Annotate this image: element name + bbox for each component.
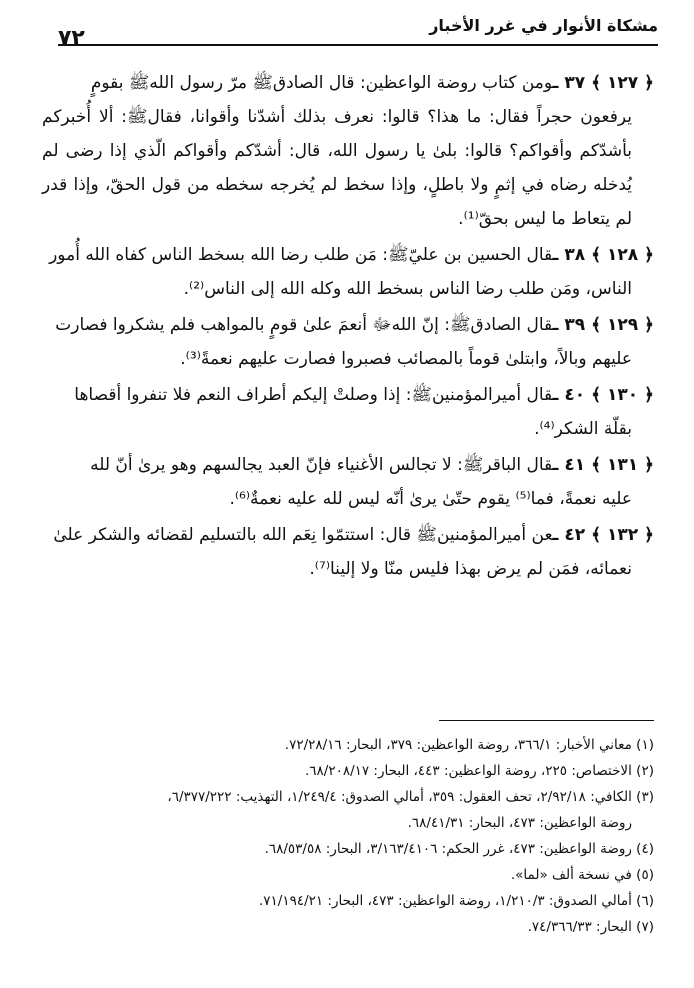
hadith-132: [42, 518, 654, 586]
footnote-3-line2: روضة الواعظين: ٤٧٣، البحار: ٦٨/٤١/٣١.: [407, 815, 632, 831]
hadith-number: ﴿ ١٢٨ ﴾ ٣٨ ـ: [552, 245, 654, 265]
footnote-6: (٦) أمالي الصدوق: ١/٢١٠/٣، روضة الواعظين: ٤٧٣، البحار: ٧١/١٩٤/٢١.: [258, 893, 654, 909]
hadith-128: [42, 238, 654, 306]
footnote-4: (٤) روضة الواعظين: ٤٧٣، غرر الحكم: ٣/١٦٣/٤١٠٦، البحار: ٦٨/٥٣/٥٨.: [264, 841, 654, 857]
hadith-body: الناس، ومَن طلب رضا الناس بسخط الله وكله الله إلى الناس⁽²⁾.: [183, 279, 632, 299]
page-header: [58, 14, 658, 54]
footnote-3: [42, 784, 654, 836]
page-number: ٧٢: [58, 26, 85, 51]
hadith-130: [42, 378, 654, 446]
hadith-number: ﴿ ١٣١ ﴾ ٤١ ـ: [552, 455, 654, 475]
main-text: [42, 66, 654, 588]
footnote-7: (٧) البحار: ٧٤/٣٦٦/٣٣.: [527, 919, 654, 935]
hadith-body: عليه نعمةً، فما⁽⁵⁾ يقوم حتّىٰ يرىٰ أنّه ليس لله عليه نعمةٌ⁽⁶⁾.: [229, 489, 632, 509]
hadith-number: ﴿ ١٢٧ ﴾ ٣٧ ـ: [552, 73, 654, 93]
hadith-intro: عن أميرالمؤمنينﷺ قال: استتمّوا نِعَم الله بالتسليم لقضائه والشكر علىٰ: [53, 525, 553, 545]
hadith-body: يرفعون حجراً فقال: ما هذا؟ قالوا: نعرف بذلك أشدّنا وأقوانا، فقالﷺ: ألا أُخبركم بأشدّكم وأقواكم؟ قالوا: بلىٰ يا رسول الله، قال: أشدّكم وأقواكم الّذي إذا رضى لم يُدخله رضاه في إثمٍ ولا باطلٍ، وإذا سخط لم يُخرجه سخطه من قول الحقّ، وإذا قدر لم يتعاط ما ليس بحقّ⁽¹⁾.: [42, 107, 632, 229]
hadith-number: ﴿ ١٢٩ ﴾ ٣٩ ـ: [552, 315, 654, 335]
hadith-131: [42, 448, 654, 516]
footnotes: [42, 732, 654, 940]
footnote-divider: [439, 720, 654, 721]
footnote-1: (١) معاني الأخبار: ٣٦٦/١، روضة الواعظين: ٣٧٩، البحار: ٧٢/٢٨/١٦.: [284, 737, 654, 753]
hadith-body: نعمائه، فمَن لم يرض بهذا فليس منّا ولا إلينا⁽⁷⁾.: [309, 559, 632, 579]
hadith-number: ﴿ ١٣٢ ﴾ ٤٢ ـ: [552, 525, 654, 545]
hadith-129: [42, 308, 654, 376]
book-title: مشكاة الأنوار في غرر الأخبار: [429, 16, 658, 35]
hadith-intro: قال الحسين بن عليّﷺ: مَن طلب رضا الله بسخط الناس كفاه الله أُمور: [49, 245, 553, 265]
hadith-number: ﴿ ١٣٠ ﴾ ٤٠ ـ: [552, 385, 654, 405]
hadith-intro: قال الصادقﷺ: إنّ اللهﷻ أنعمَ علىٰ قومٍ بالمواهب فلم يشكروا فصارت: [55, 315, 553, 335]
footnote-2: (٢) الاختصاص: ٢٢٥، روضة الواعظين: ٤٤٣، البحار: ٦٨/٢٠٨/١٧.: [304, 763, 654, 779]
footnote-5: (٥) في نسخة ألف «لما».: [510, 867, 654, 883]
hadith-intro: قال الباقرﷺ: لا تجالس الأغنياء فإنّ العبد يجالسهم وهو يرىٰ أنّ لله: [90, 455, 553, 475]
header-rule: [58, 44, 658, 46]
footnote-3-line1: (٣) الكافي: ٢/٩٢/١٨، تحف العقول: ٣٥٩، أمالي الصدوق: ١/٢٤٩/٤، التهذيب: ٦/٣٧٧/٢٢٢،: [167, 789, 654, 805]
hadith-127: [42, 66, 654, 236]
hadith-body: عليهم وبالاً، وابتلىٰ قوماً بالمصائب فصبروا فصارت عليهم نعمةً⁽³⁾.: [180, 349, 632, 369]
hadith-intro: قال أميرالمؤمنينﷺ: إذا وصلتْ إليكم أطراف النعم فلا تنفروا أقصاها: [74, 385, 553, 405]
hadith-intro: ومن كتاب روضة الواعظين: قال الصادقﷺ مرّ رسول اللهﷺ بقومٍ: [90, 73, 553, 93]
hadith-body: بقلّة الشكر⁽⁴⁾.: [534, 419, 632, 439]
